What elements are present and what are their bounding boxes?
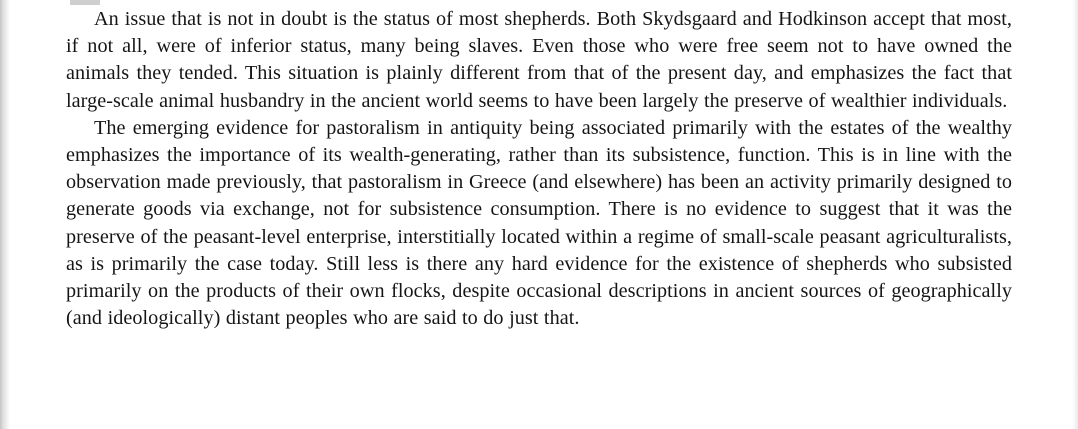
scan-edge-left [0,0,10,429]
body-paragraph-1: An issue that is not in doubt is the status of most shepherds. Both Skydsgaard and Hodkinson accept that most, if not all, were of inferior status, many being slaves. Even those who were free seem not to have owned the animals they tended. This situation is plainly different from that of the present day, and emphasizes the fact that large-scale animal husbandry in the ancient world seems to have been largely the preserve of wealthier individuals. [66,8,1012,112]
page-top-artifact [70,0,100,5]
body-paragraph-2: The emerging evidence for pastoralism in antiquity being associated primarily with the estates of the wealthy emphasizes the importance of its wealth-generating, rather than its subsistence, function. This is in line with the observation made previously, that pastoralism in Greece (and elsewhere) has been an activity primarily designed to generate goods via exchange, not for subsistence consumption. There is no evidence to suggest that it was the preserve of the peasant-level enterprise, interstitially located within a regime of small-scale peasant agriculturalists, as is primarily the case today. Still less is there any hard evidence for the existence of shepherds who subsisted primarily on the products of their own flocks, despite occasional descriptions in ancient sources of geographically (and ideologically) distant peoples who are said to do just that. [66,116,1012,330]
scan-edge-right [1072,0,1078,429]
